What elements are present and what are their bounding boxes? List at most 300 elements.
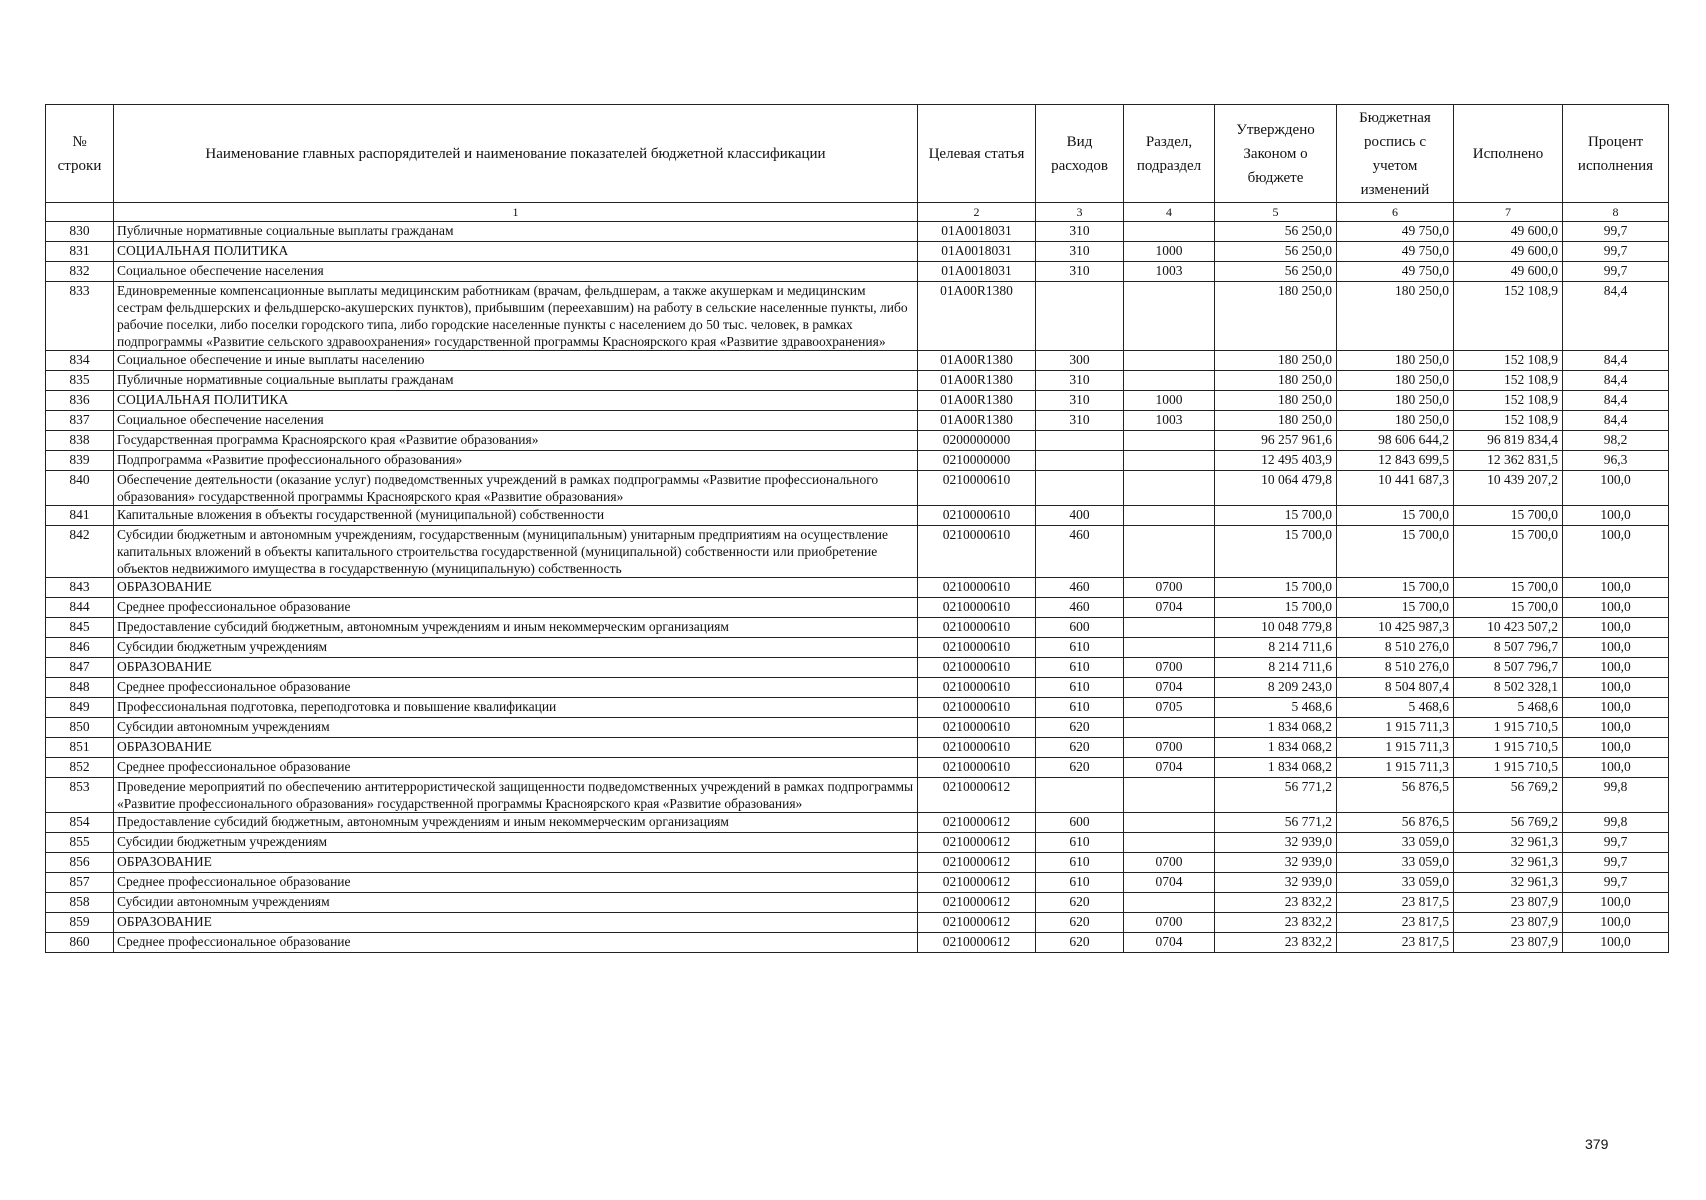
- table-row: [46, 618, 1669, 638]
- section-cell: 0704: [1124, 678, 1215, 698]
- executed-cell: 10 439 207,2: [1454, 471, 1563, 506]
- section-cell: 0704: [1124, 598, 1215, 618]
- column-number: 8: [1563, 203, 1669, 222]
- row-number-cell: 855: [46, 833, 114, 853]
- approved-cell: 10 048 779,8: [1215, 618, 1337, 638]
- executed-cell: 1 915 710,5: [1454, 718, 1563, 738]
- column-number: 3: [1036, 203, 1124, 222]
- target-article-cell: 0210000000: [918, 451, 1036, 471]
- approved-cell: 32 939,0: [1215, 853, 1337, 873]
- table-row: [46, 411, 1669, 431]
- column-number: 4: [1124, 203, 1215, 222]
- column-number-row: [46, 203, 1669, 222]
- header-expense-type: Вид расходов: [1036, 105, 1124, 203]
- section-cell: [1124, 371, 1215, 391]
- executed-cell: 1 915 710,5: [1454, 738, 1563, 758]
- row-number-cell: 844: [46, 598, 114, 618]
- section-cell: 0704: [1124, 758, 1215, 778]
- section-cell: 0700: [1124, 853, 1215, 873]
- table-row: [46, 758, 1669, 778]
- table-row: [46, 578, 1669, 598]
- expense-type-cell: 300: [1036, 351, 1124, 371]
- target-article-cell: 01А0018031: [918, 242, 1036, 262]
- percent-cell: 99,8: [1563, 778, 1669, 813]
- header-budget-schedule: Бюджетная роспись с учетом изменений: [1337, 105, 1454, 203]
- percent-cell: 99,7: [1563, 833, 1669, 853]
- percent-cell: 84,4: [1563, 391, 1669, 411]
- target-article-cell: 0210000612: [918, 833, 1036, 853]
- row-number-cell: 845: [46, 618, 114, 638]
- target-article-cell: 01А00R1380: [918, 411, 1036, 431]
- budget-schedule-cell: 5 468,6: [1337, 698, 1454, 718]
- executed-cell: 23 807,9: [1454, 913, 1563, 933]
- executed-cell: 8 507 796,7: [1454, 658, 1563, 678]
- percent-cell: 100,0: [1563, 598, 1669, 618]
- budget-schedule-cell: 10 441 687,3: [1337, 471, 1454, 506]
- section-cell: [1124, 351, 1215, 371]
- approved-cell: 23 832,2: [1215, 933, 1337, 953]
- section-cell: [1124, 813, 1215, 833]
- row-number-cell: 848: [46, 678, 114, 698]
- name-cell: ОБРАЗОВАНИЕ: [114, 658, 918, 678]
- name-cell: Среднее профессиональное образование: [114, 933, 918, 953]
- budget-schedule-cell: 15 700,0: [1337, 578, 1454, 598]
- percent-cell: 99,7: [1563, 853, 1669, 873]
- budget-schedule-cell: 49 750,0: [1337, 222, 1454, 242]
- section-cell: [1124, 893, 1215, 913]
- section-cell: 0704: [1124, 933, 1215, 953]
- row-number-cell: 840: [46, 471, 114, 506]
- expense-type-cell: [1036, 451, 1124, 471]
- target-article-cell: 0210000610: [918, 718, 1036, 738]
- name-cell: ОБРАЗОВАНИЕ: [114, 913, 918, 933]
- table-row: [46, 526, 1669, 578]
- target-article-cell: 0210000612: [918, 778, 1036, 813]
- target-article-cell: 0210000612: [918, 853, 1036, 873]
- percent-cell: 100,0: [1563, 506, 1669, 526]
- expense-type-cell: 620: [1036, 933, 1124, 953]
- table-row: [46, 698, 1669, 718]
- section-cell: 1000: [1124, 391, 1215, 411]
- percent-cell: 84,4: [1563, 351, 1669, 371]
- expense-type-cell: 600: [1036, 618, 1124, 638]
- executed-cell: 49 600,0: [1454, 222, 1563, 242]
- budget-schedule-cell: 56 876,5: [1337, 778, 1454, 813]
- budget-schedule-cell: 180 250,0: [1337, 282, 1454, 351]
- table-row: [46, 778, 1669, 813]
- expense-type-cell: [1036, 778, 1124, 813]
- row-number-cell: 859: [46, 913, 114, 933]
- name-cell: ОБРАЗОВАНИЕ: [114, 578, 918, 598]
- budget-schedule-cell: 23 817,5: [1337, 913, 1454, 933]
- expense-type-cell: 310: [1036, 391, 1124, 411]
- row-number-cell: 830: [46, 222, 114, 242]
- approved-cell: 56 771,2: [1215, 813, 1337, 833]
- executed-cell: 152 108,9: [1454, 411, 1563, 431]
- budget-schedule-cell: 15 700,0: [1337, 598, 1454, 618]
- approved-cell: 5 468,6: [1215, 698, 1337, 718]
- approved-cell: 8 214 711,6: [1215, 638, 1337, 658]
- budget-schedule-cell: 1 915 711,3: [1337, 718, 1454, 738]
- row-number-cell: 835: [46, 371, 114, 391]
- expense-type-cell: 610: [1036, 833, 1124, 853]
- row-number-cell: 832: [46, 262, 114, 282]
- target-article-cell: 01А0018031: [918, 222, 1036, 242]
- budget-schedule-cell: 1 915 711,3: [1337, 738, 1454, 758]
- table-row: [46, 598, 1669, 618]
- header-row-number: № строки: [46, 105, 114, 203]
- section-cell: 0705: [1124, 698, 1215, 718]
- header-approved: Утверждено Законом о бюджете: [1215, 105, 1337, 203]
- percent-cell: 100,0: [1563, 638, 1669, 658]
- executed-cell: 23 807,9: [1454, 933, 1563, 953]
- budget-schedule-cell: 1 915 711,3: [1337, 758, 1454, 778]
- column-number: 5: [1215, 203, 1337, 222]
- target-article-cell: 0210000610: [918, 526, 1036, 578]
- table-row: [46, 873, 1669, 893]
- header-percent: Процент исполнения: [1563, 105, 1669, 203]
- section-cell: 0700: [1124, 658, 1215, 678]
- name-cell: Субсидии автономным учреждениям: [114, 893, 918, 913]
- name-cell: Среднее профессиональное образование: [114, 598, 918, 618]
- budget-schedule-cell: 23 817,5: [1337, 893, 1454, 913]
- budget-schedule-cell: 180 250,0: [1337, 371, 1454, 391]
- executed-cell: 15 700,0: [1454, 578, 1563, 598]
- executed-cell: 32 961,3: [1454, 873, 1563, 893]
- percent-cell: 100,0: [1563, 698, 1669, 718]
- header-target-article: Целевая статья: [918, 105, 1036, 203]
- name-cell: Проведение мероприятий по обеспечению антитеррористической защищенности подведомственных учреждений в рамках подпрограммы «Развитие профессионального образования» государственной программы Красноярского края «Развитие образования»: [114, 778, 918, 813]
- approved-cell: 180 250,0: [1215, 391, 1337, 411]
- name-cell: Предоставление субсидий бюджетным, автономным учреждениям и иным некоммерческим организациям: [114, 618, 918, 638]
- expense-type-cell: [1036, 282, 1124, 351]
- row-number-cell: 849: [46, 698, 114, 718]
- percent-cell: 100,0: [1563, 578, 1669, 598]
- percent-cell: 99,7: [1563, 873, 1669, 893]
- budget-schedule-cell: 98 606 644,2: [1337, 431, 1454, 451]
- target-article-cell: 0210000610: [918, 758, 1036, 778]
- expense-type-cell: 620: [1036, 913, 1124, 933]
- percent-cell: 99,7: [1563, 222, 1669, 242]
- approved-cell: 32 939,0: [1215, 833, 1337, 853]
- target-article-cell: 0210000610: [918, 698, 1036, 718]
- expense-type-cell: 610: [1036, 638, 1124, 658]
- name-cell: СОЦИАЛЬНАЯ ПОЛИТИКА: [114, 242, 918, 262]
- target-article-cell: 01А00R1380: [918, 391, 1036, 411]
- expense-type-cell: 600: [1036, 813, 1124, 833]
- percent-cell: 100,0: [1563, 758, 1669, 778]
- executed-cell: 56 769,2: [1454, 813, 1563, 833]
- header-section: Раздел, подраздел: [1124, 105, 1215, 203]
- table-header-row: [46, 105, 1669, 203]
- approved-cell: 56 771,2: [1215, 778, 1337, 813]
- table-row: [46, 351, 1669, 371]
- name-cell: Обеспечение деятельности (оказание услуг) подведомственных учреждений в рамках подпрограммы «Развитие профессионального образования» государственной программы Красноярского края «Развитие образования»: [114, 471, 918, 506]
- name-cell: Среднее профессиональное образование: [114, 873, 918, 893]
- approved-cell: 15 700,0: [1215, 578, 1337, 598]
- expense-type-cell: 310: [1036, 242, 1124, 262]
- percent-cell: 100,0: [1563, 678, 1669, 698]
- expense-type-cell: 620: [1036, 738, 1124, 758]
- budget-schedule-cell: 15 700,0: [1337, 506, 1454, 526]
- approved-cell: 1 834 068,2: [1215, 738, 1337, 758]
- name-cell: Субсидии бюджетным учреждениям: [114, 638, 918, 658]
- percent-cell: 99,7: [1563, 242, 1669, 262]
- expense-type-cell: [1036, 471, 1124, 506]
- name-cell: Профессиональная подготовка, переподготовка и повышение квалификации: [114, 698, 918, 718]
- executed-cell: 152 108,9: [1454, 282, 1563, 351]
- target-article-cell: 01А0018031: [918, 262, 1036, 282]
- budget-schedule-cell: 8 510 276,0: [1337, 658, 1454, 678]
- approved-cell: 15 700,0: [1215, 598, 1337, 618]
- target-article-cell: 0210000610: [918, 638, 1036, 658]
- percent-cell: 100,0: [1563, 893, 1669, 913]
- table-row: [46, 451, 1669, 471]
- table-row: [46, 813, 1669, 833]
- budget-schedule-cell: 33 059,0: [1337, 873, 1454, 893]
- target-article-cell: 01А00R1380: [918, 371, 1036, 391]
- approved-cell: 8 209 243,0: [1215, 678, 1337, 698]
- table-row: [46, 658, 1669, 678]
- expense-type-cell: 610: [1036, 873, 1124, 893]
- percent-cell: 100,0: [1563, 658, 1669, 678]
- section-cell: [1124, 718, 1215, 738]
- expense-type-cell: 610: [1036, 853, 1124, 873]
- table-row: [46, 262, 1669, 282]
- budget-schedule-cell: 56 876,5: [1337, 813, 1454, 833]
- approved-cell: 180 250,0: [1215, 351, 1337, 371]
- section-cell: [1124, 282, 1215, 351]
- row-number-cell: 856: [46, 853, 114, 873]
- section-cell: 0700: [1124, 738, 1215, 758]
- percent-cell: 100,0: [1563, 618, 1669, 638]
- approved-cell: 180 250,0: [1215, 371, 1337, 391]
- target-article-cell: 0210000612: [918, 813, 1036, 833]
- table-row: [46, 471, 1669, 506]
- approved-cell: 32 939,0: [1215, 873, 1337, 893]
- expense-type-cell: [1036, 431, 1124, 451]
- budget-table-container: [45, 104, 1668, 953]
- name-cell: Субсидии бюджетным учреждениям: [114, 833, 918, 853]
- target-article-cell: 0210000610: [918, 658, 1036, 678]
- row-number-cell: 838: [46, 431, 114, 451]
- name-cell: ОБРАЗОВАНИЕ: [114, 853, 918, 873]
- expense-type-cell: 460: [1036, 598, 1124, 618]
- approved-cell: 56 250,0: [1215, 242, 1337, 262]
- approved-cell: 23 832,2: [1215, 893, 1337, 913]
- expense-type-cell: 620: [1036, 893, 1124, 913]
- approved-cell: 1 834 068,2: [1215, 718, 1337, 738]
- name-cell: Субсидии автономным учреждениям: [114, 718, 918, 738]
- executed-cell: 5 468,6: [1454, 698, 1563, 718]
- section-cell: 0700: [1124, 913, 1215, 933]
- section-cell: [1124, 638, 1215, 658]
- budget-schedule-cell: 33 059,0: [1337, 833, 1454, 853]
- table-row: [46, 391, 1669, 411]
- approved-cell: 15 700,0: [1215, 506, 1337, 526]
- section-cell: 1003: [1124, 411, 1215, 431]
- section-cell: 1000: [1124, 242, 1215, 262]
- table-row: [46, 242, 1669, 262]
- executed-cell: 8 502 328,1: [1454, 678, 1563, 698]
- row-number-cell: 841: [46, 506, 114, 526]
- row-number-cell: 853: [46, 778, 114, 813]
- table-row: [46, 853, 1669, 873]
- name-cell: Публичные нормативные социальные выплаты гражданам: [114, 371, 918, 391]
- percent-cell: 99,8: [1563, 813, 1669, 833]
- executed-cell: 49 600,0: [1454, 262, 1563, 282]
- name-cell: Социальное обеспечение населения: [114, 411, 918, 431]
- name-cell: Капитальные вложения в объекты государственной (муниципальной) собственности: [114, 506, 918, 526]
- table-row: [46, 282, 1669, 351]
- row-number-cell: 843: [46, 578, 114, 598]
- percent-cell: 100,0: [1563, 913, 1669, 933]
- row-number-cell: 858: [46, 893, 114, 913]
- expense-type-cell: 620: [1036, 758, 1124, 778]
- target-article-cell: 0200000000: [918, 431, 1036, 451]
- expense-type-cell: 610: [1036, 658, 1124, 678]
- budget-schedule-cell: 180 250,0: [1337, 391, 1454, 411]
- percent-cell: 100,0: [1563, 526, 1669, 578]
- budget-schedule-cell: 49 750,0: [1337, 262, 1454, 282]
- percent-cell: 84,4: [1563, 282, 1669, 351]
- executed-cell: 49 600,0: [1454, 242, 1563, 262]
- approved-cell: 1 834 068,2: [1215, 758, 1337, 778]
- name-cell: Единовременные компенсационные выплаты медицинским работникам (врачам, фельдшерам, а также акушеркам и медицинским сестрам фельдшерских и фельдшерско-акушерских пунктов), прибывшим (переехавшим) на работу в сельские населенные пункты, либо рабочие поселки, либо поселки городского типа, либо городские населенные пункты с населением до 50 тыс. человек, в рамках подпрограммы «Развитие сельского здравоохранения» государственной программы Красноярского края «Развитие здравоохранения»: [114, 282, 918, 351]
- percent-cell: 96,3: [1563, 451, 1669, 471]
- approved-cell: 15 700,0: [1215, 526, 1337, 578]
- table-row: [46, 738, 1669, 758]
- executed-cell: 32 961,3: [1454, 833, 1563, 853]
- row-number-cell: 846: [46, 638, 114, 658]
- expense-type-cell: 310: [1036, 411, 1124, 431]
- name-cell: Социальное обеспечение населения: [114, 262, 918, 282]
- page-number: 379: [1585, 1136, 1609, 1152]
- name-cell: Субсидии бюджетным и автономным учреждениям, государственным (муниципальным) унитарным предприятиям на осуществление капитальных вложений в объекты капитального строительства государственной (муниципальной) собственности или приобретение объектов недвижимого имущества в государственную (муниципальную) собственность: [114, 526, 918, 578]
- approved-cell: 180 250,0: [1215, 411, 1337, 431]
- column-number: 6: [1337, 203, 1454, 222]
- target-article-cell: 0210000610: [918, 506, 1036, 526]
- executed-cell: 23 807,9: [1454, 893, 1563, 913]
- executed-cell: 1 915 710,5: [1454, 758, 1563, 778]
- table-row: [46, 933, 1669, 953]
- section-cell: 0704: [1124, 873, 1215, 893]
- budget-schedule-cell: 33 059,0: [1337, 853, 1454, 873]
- budget-schedule-cell: 8 510 276,0: [1337, 638, 1454, 658]
- expense-type-cell: 310: [1036, 262, 1124, 282]
- section-cell: [1124, 778, 1215, 813]
- table-row: [46, 506, 1669, 526]
- executed-cell: 152 108,9: [1454, 371, 1563, 391]
- executed-cell: 12 362 831,5: [1454, 451, 1563, 471]
- target-article-cell: 0210000612: [918, 893, 1036, 913]
- name-cell: СОЦИАЛЬНАЯ ПОЛИТИКА: [114, 391, 918, 411]
- percent-cell: 98,2: [1563, 431, 1669, 451]
- section-cell: [1124, 431, 1215, 451]
- target-article-cell: 0210000610: [918, 471, 1036, 506]
- table-row: [46, 222, 1669, 242]
- approved-cell: 180 250,0: [1215, 282, 1337, 351]
- table-row: [46, 833, 1669, 853]
- budget-schedule-cell: 12 843 699,5: [1337, 451, 1454, 471]
- row-number-cell: 837: [46, 411, 114, 431]
- executed-cell: 10 423 507,2: [1454, 618, 1563, 638]
- section-cell: [1124, 833, 1215, 853]
- expense-type-cell: 460: [1036, 526, 1124, 578]
- target-article-cell: 01А00R1380: [918, 282, 1036, 351]
- target-article-cell: 0210000610: [918, 598, 1036, 618]
- table-row: [46, 431, 1669, 451]
- percent-cell: 84,4: [1563, 371, 1669, 391]
- table-row: [46, 678, 1669, 698]
- section-cell: [1124, 526, 1215, 578]
- target-article-cell: 0210000610: [918, 678, 1036, 698]
- row-number-cell: 851: [46, 738, 114, 758]
- expense-type-cell: 610: [1036, 678, 1124, 698]
- table-row: [46, 371, 1669, 391]
- executed-cell: 152 108,9: [1454, 391, 1563, 411]
- expense-type-cell: 310: [1036, 371, 1124, 391]
- executed-cell: 15 700,0: [1454, 598, 1563, 618]
- section-cell: [1124, 506, 1215, 526]
- approved-cell: 8 214 711,6: [1215, 658, 1337, 678]
- approved-cell: 10 064 479,8: [1215, 471, 1337, 506]
- name-cell: Подпрограмма «Развитие профессионального образования»: [114, 451, 918, 471]
- row-number-cell: 834: [46, 351, 114, 371]
- row-number-cell: 836: [46, 391, 114, 411]
- target-article-cell: 01А00R1380: [918, 351, 1036, 371]
- target-article-cell: 0210000612: [918, 873, 1036, 893]
- row-number-cell: 833: [46, 282, 114, 351]
- approved-cell: 23 832,2: [1215, 913, 1337, 933]
- budget-schedule-cell: 49 750,0: [1337, 242, 1454, 262]
- name-cell: Социальное обеспечение и иные выплаты населению: [114, 351, 918, 371]
- table-body: [46, 222, 1669, 953]
- table-row: [46, 893, 1669, 913]
- executed-cell: 8 507 796,7: [1454, 638, 1563, 658]
- percent-cell: 100,0: [1563, 471, 1669, 506]
- section-cell: [1124, 222, 1215, 242]
- header-executed: Исполнено: [1454, 105, 1563, 203]
- column-number: 7: [1454, 203, 1563, 222]
- row-number-cell: 857: [46, 873, 114, 893]
- row-number-cell: 850: [46, 718, 114, 738]
- expense-type-cell: 610: [1036, 698, 1124, 718]
- section-cell: [1124, 471, 1215, 506]
- column-number: 2: [918, 203, 1036, 222]
- name-cell: Среднее профессиональное образование: [114, 758, 918, 778]
- expense-type-cell: 620: [1036, 718, 1124, 738]
- executed-cell: 32 961,3: [1454, 853, 1563, 873]
- target-article-cell: 0210000610: [918, 738, 1036, 758]
- target-article-cell: 0210000610: [918, 618, 1036, 638]
- column-number: 1: [114, 203, 918, 222]
- row-number-cell: 852: [46, 758, 114, 778]
- name-cell: Публичные нормативные социальные выплаты гражданам: [114, 222, 918, 242]
- approved-cell: 56 250,0: [1215, 222, 1337, 242]
- executed-cell: 56 769,2: [1454, 778, 1563, 813]
- executed-cell: 152 108,9: [1454, 351, 1563, 371]
- expense-type-cell: 460: [1036, 578, 1124, 598]
- budget-schedule-cell: 180 250,0: [1337, 351, 1454, 371]
- budget-execution-table: [45, 104, 1669, 953]
- percent-cell: 100,0: [1563, 738, 1669, 758]
- row-number-cell: 860: [46, 933, 114, 953]
- table-row: [46, 638, 1669, 658]
- executed-cell: 15 700,0: [1454, 526, 1563, 578]
- percent-cell: 100,0: [1563, 718, 1669, 738]
- percent-cell: 99,7: [1563, 262, 1669, 282]
